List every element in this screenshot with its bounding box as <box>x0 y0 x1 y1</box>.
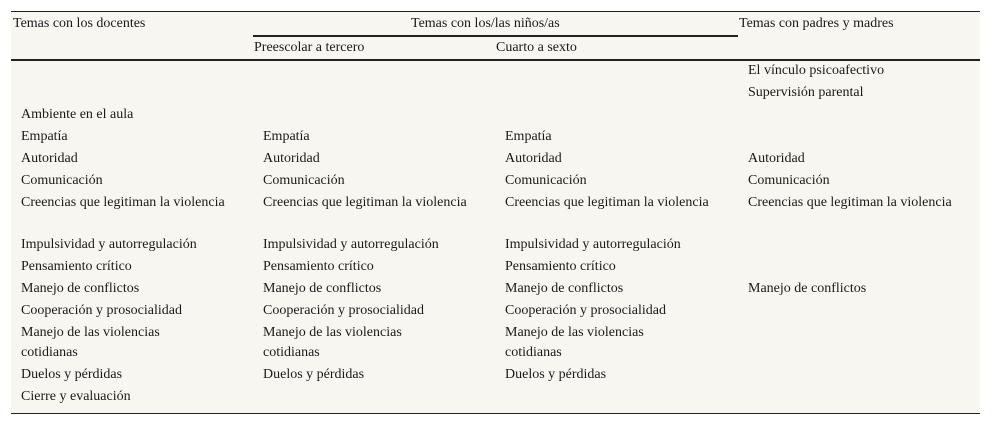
table-cell: Cooperación y prosocialidad <box>21 303 182 318</box>
table-cell: Manejo de las violencias cotidianas <box>263 325 402 360</box>
table-cell: Autoridad <box>748 151 805 166</box>
table-cell: Manejo de las violencias cotidianas <box>21 325 160 360</box>
table-cell: Impulsividad y autorregulación <box>21 237 197 252</box>
table-cell: Empatía <box>21 129 68 144</box>
table-cell: Impulsividad y autorregulación <box>263 237 439 252</box>
topics-table <box>11 11 980 414</box>
table-cell: Comunicación <box>263 173 345 188</box>
header-padres: Temas con padres y madres <box>739 16 894 31</box>
table-cell: Comunicación <box>505 173 587 188</box>
subheader-preescolar: Preescolar a tercero <box>254 40 365 55</box>
table-cell: Creencias que legitiman la violencia <box>21 195 225 210</box>
table-cell: Duelos y pérdidas <box>505 367 607 382</box>
table-cell: Creencias que legitiman la violencia <box>505 195 709 210</box>
table-cell: Creencias que legitiman la violencia <box>748 195 952 210</box>
table-cell: Autoridad <box>263 151 320 166</box>
header-group-rule <box>253 35 738 37</box>
table-cell: Autoridad <box>505 151 562 166</box>
header-ninos: Temas con los/las niños/as <box>411 16 560 31</box>
table-cell: Manejo de conflictos <box>263 281 382 296</box>
table-cell: Manejo de las violencias cotidianas <box>505 325 644 360</box>
table-cell: Ambiente en el aula <box>21 107 134 122</box>
table-cell: El vínculo psicoafectivo <box>748 63 885 78</box>
table-cell: Duelos y pérdidas <box>21 367 123 382</box>
table-cell: Empatía <box>263 129 310 144</box>
table-cell: Supervisión parental <box>748 85 864 100</box>
header-docentes: Temas con los docentes <box>13 16 146 31</box>
table-cell: Pensamiento crítico <box>21 259 132 274</box>
table-cell: Comunicación <box>748 173 830 188</box>
subheader-cuarto: Cuarto a sexto <box>496 40 577 55</box>
table-cell: Pensamiento crítico <box>263 259 374 274</box>
table-cell: Manejo de conflictos <box>21 281 140 296</box>
table-cell: Cooperación y prosocialidad <box>263 303 424 318</box>
table-cell: Impulsividad y autorregulación <box>505 237 681 252</box>
table-cell: Comunicación <box>21 173 103 188</box>
table-cell: Autoridad <box>21 151 78 166</box>
table-cell: Empatía <box>505 129 552 144</box>
table-cell: Manejo de conflictos <box>505 281 624 296</box>
table-cell: Creencias que legitiman la violencia <box>263 195 467 210</box>
table-cell: Cierre y evaluación <box>21 389 131 404</box>
table-cell: Cooperación y prosocialidad <box>505 303 666 318</box>
table-cell: Pensamiento crítico <box>505 259 616 274</box>
table-cell: Manejo de conflictos <box>748 281 867 296</box>
table-cell: Duelos y pérdidas <box>263 367 365 382</box>
